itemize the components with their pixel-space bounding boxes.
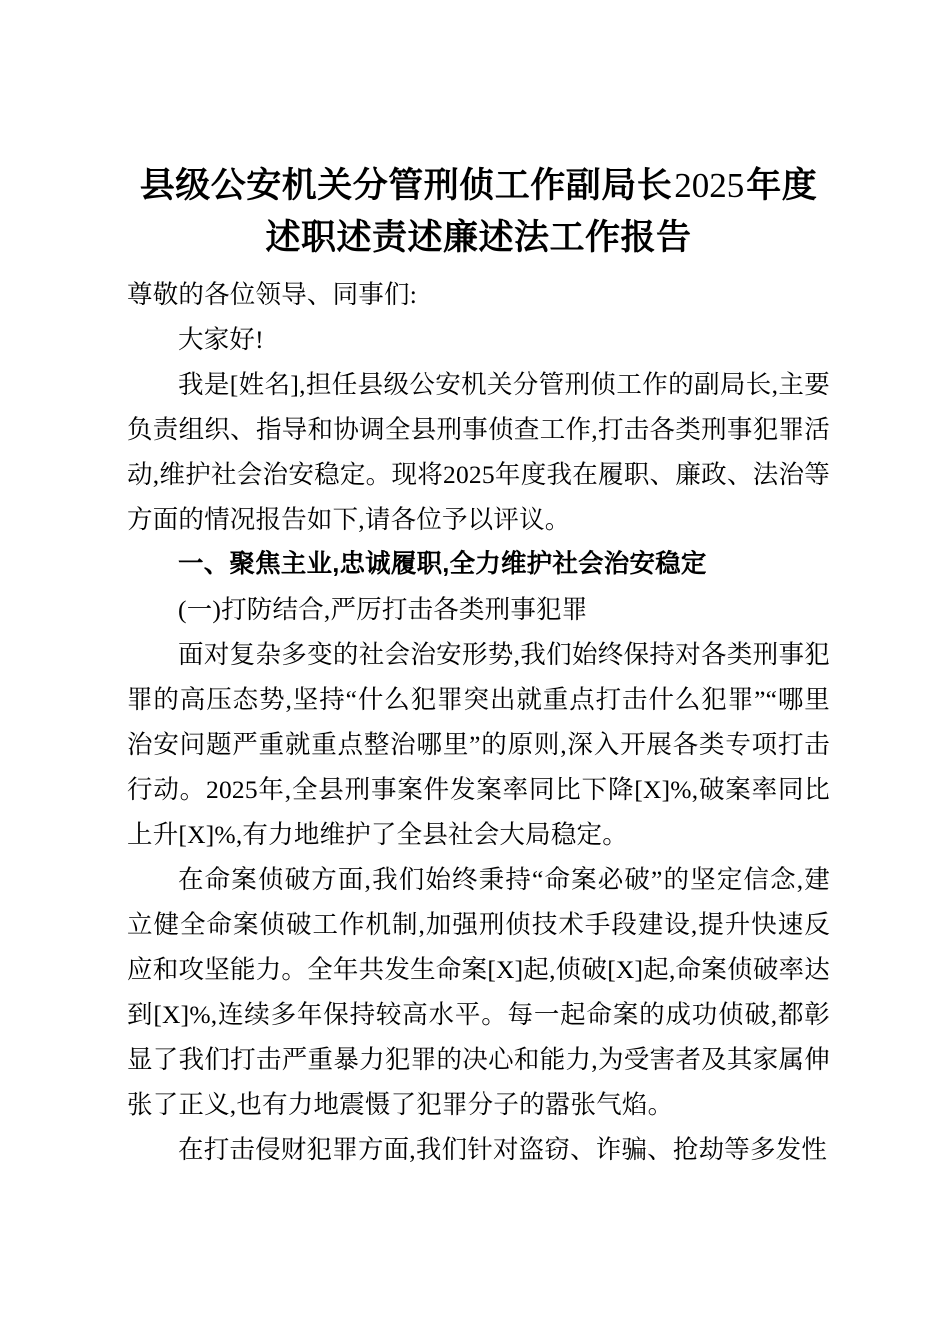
greeting-line: 大家好! <box>178 325 264 354</box>
subsection-heading-1-1: (一)打防结合,严厉打击各类刑事犯罪 <box>178 595 588 624</box>
title-year: 2025 <box>674 166 745 205</box>
title-line-1-suffix: 年度 <box>746 166 818 205</box>
body-paragraph-2: 在命案侦破方面,我们始终秉持“命案必破”的坚定信念,建立健全命案侦破工作机制,加强刑侦技术手段建设,提升快速反应和攻坚能力。全年共发生命案[X]起,侦破[X]起,命案侦破率达到[X]%,连续多年保持较高水平。每一起命案的成功侦破,都彰显了我们打击严重暴力犯罪的决心和能力,为受害者及其家属伸张了正义,也有力地震慑了犯罪分子的嚣张气焰。 <box>127 865 830 1119</box>
document-title <box>127 160 830 264</box>
intro-paragraph: 我是[姓名],担任县级公安机关分管刑侦工作的副局长,主要负责组织、指导和协调全县刑事侦查工作,打击各类刑事犯罪活动,维护社会治安稳定。现将2025年度我在履职、廉政、法治等方面的情况报告如下,请各位予以评议。 <box>127 370 830 534</box>
document-body <box>127 272 830 1172</box>
salutation-line: 尊敬的各位领导、同事们: <box>127 280 417 309</box>
title-line-2: 述职述责述廉述法工作报告 <box>265 218 692 257</box>
section-heading-1: 一、聚焦主业,忠诚履职,全力维护社会治安稳定 <box>178 550 707 578</box>
title-line-1-prefix: 县级公安机关分管刑侦工作副局长 <box>139 166 673 205</box>
body-paragraph-3: 在打击侵财犯罪方面,我们针对盗窃、诈骗、抢劫等多发性 <box>178 1135 828 1164</box>
body-paragraph-1: 面对复杂多变的社会治安形势,我们始终保持对各类刑事犯罪的高压态势,坚持“什么犯罪突出就重点打击什么犯罪”“哪里治安问题严重就重点整治哪里”的原则,深入开展各类专项打击行动。2025年,全县刑事案件发案率同比下降[X]%,破案率同比上升[X]%,有力地维护了全县社会大局稳定。 <box>127 640 830 849</box>
